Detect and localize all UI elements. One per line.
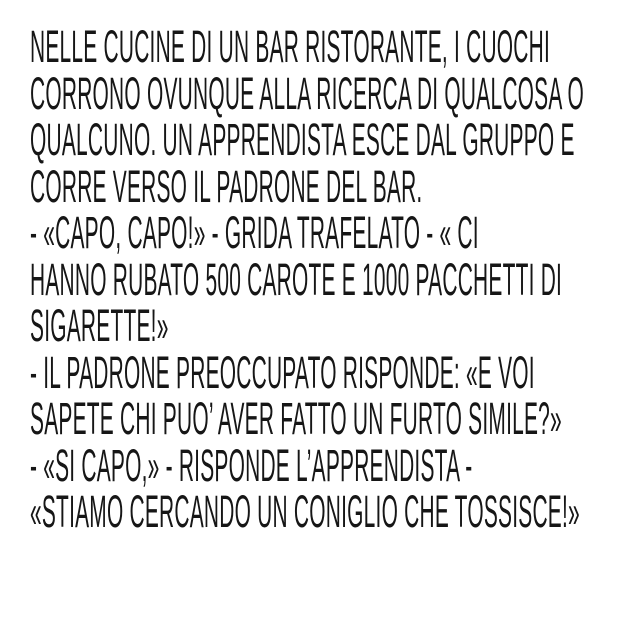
joke-line-6: HANNO RUBATO 500 CAROTE E 1000 PACCHETTI DI [30,253,563,305]
joke-line-8: - IL PADRONE PREOCCUPATO RISPONDE: «E VOI [30,346,535,398]
joke-line-9: SAPETE CHI PUO’ AVER FATTO UN FURTO SIMILE?» [30,393,562,444]
joke-line-11: «STIAMO CERCANDO UN CONIGLIO CHE TOSSISCE!» [30,486,580,537]
joke-line-2: CORRONO OVUNQUE ALLA RICERCA DI QUALCOSA O [30,67,584,119]
joke-line-4: CORRE VERSO IL PADRONE DEL BAR. [30,160,423,212]
joke-text-block [30,21,624,537]
joke-line-5: - «CAPO, CAPO!» - GRIDA TRAFELATO - « CI [30,207,479,258]
joke-line-10: - «SI CAPO,» - RISPONDE L’APPRENDISTA - [30,439,473,491]
joke-line-1: NELLE CUCINE DI UN BAR RISTORANTE, I CUOCHI [30,21,551,72]
joke-line-3: QUALCUNO. UN APPRENDISTA ESCE DAL GRUPPO E [30,114,575,165]
joke-line-7: SIGARETTE!» [30,300,169,351]
